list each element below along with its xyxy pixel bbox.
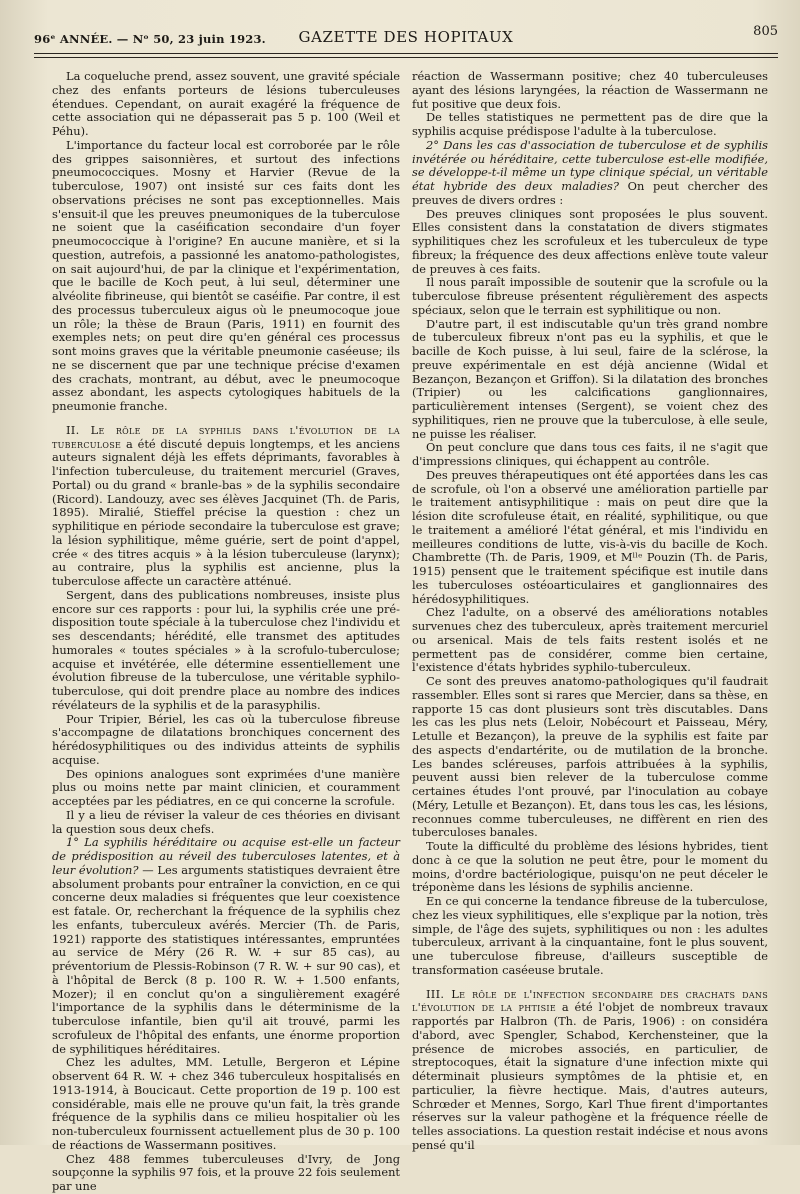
paragraph: Toute la difficulté du problème des lésions hybrides, tient donc à ce que la solution ne peut être, pour le moment du moins, d'ordre bactériologique, puisqu'on ne peut déceler le tréponème dans les lésions de syphilis ancienne. <box>412 839 768 895</box>
subsection-heading: 1° La syphilis héréditaire ou acquise est-elle un facteur de prédisposition au réveil des tuberculoses latentes, et à leur évolution? <box>52 835 400 877</box>
running-header <box>34 22 778 48</box>
paragraph: L'importance du facteur local est corroborée par le rôle des grippes saisonnières, et surtout des infections pneumococciques. Mosny et Harvier (Revue de la tuberculose, 1907) ont insisté sur ces faits dont les observations précises ne sont pas exceptionnelles. Mais s'ensuit-il que les preuves pneumoniques de la tuberculose ne soient que la caséification secondaire d'un foyer pneumococcique à l'origine? En aucune manière, et si la question, autrefois, a passionné les anatomo-pathologistes, on sait aujourd'hui, de par la clinique et l'expérimentation, que le bacille de Koch peut, à lui seul, déterminer une alvéolite fibrineuse, qui bientôt se caséifie. Par contre, il est des processus tuberculeux aigus où le pneumocoque joue un rôle; la thèse de Braun (Paris, 1911) en fournit des exemples nets; on peut dire qu'en général ces processus sont moins graves que la véritable pneumonie caséeuse; ils ne se discernent que par une technique précise d'examen des crachats, montrant, au début, avec le pneumocoque assez abondant, les aspects cytologiques habituels de la pneumonie franche. <box>52 137 400 413</box>
paragraph: réaction de Wassermann positive; chez 40 tuberculeuses ayant des lésions laryngées, la réaction de Wassermann ne fut positive que deux fois. <box>412 69 768 111</box>
subsection-paragraph <box>412 139 768 208</box>
paragraph: Chez les adultes, MM. Letulle, Bergeron et Lépine observent 64 R. W. + chez 346 tuberculeux hospitalisés en 1913-1914, à Boucicaut. Cette proportion de 19 p. 100 est considérable, mais elle ne prouve qu'un fait, la très grande fréquence de la syphilis dans ce milieu hospitalier où les non-tuberculeux fournissent actuellement plus de 30 p. 100 de réactions de Wassermann positives. <box>52 1055 400 1152</box>
issue-info: 96ᵉ ANNÉE. — Nᵒ 50, 23 juin 1923. <box>34 32 266 46</box>
subsection-heading: 2° Dans les cas d'association de tuberculose et de syphilis invétérée ou héréditaire, cette tuberculose est-elle modifiée, se développe-t-il même un type clinique spécial, un véritable état hybride des deux maladies? <box>412 137 768 193</box>
paragraph: Il nous paraît impossible de soutenir que la scrofule ou la tuberculose fibreuse présentent régulièrement des aspects spéciaux, selon que le terrain est syphilitique ou non. <box>412 275 768 317</box>
paragraph: On peut conclure que dans tous ces faits, il ne s'agit que d'impressions cliniques, qui échappent au contrôle. <box>412 440 768 468</box>
paragraph: Des preuves cliniques sont proposées le plus souvent. Elles consistent dans la constatation de divers stigmates syphilitiques chez les scrofuleux et les tuberculeux de type fibreux; la fréquence des deux affections enlève toute valeur de preuves à ces faits. <box>412 206 768 276</box>
page-number: 805 <box>753 24 778 39</box>
subsection-text: On peut chercher des preuves de divers ordres : <box>412 179 768 207</box>
column-left <box>52 69 400 1193</box>
paragraph: De telles statistiques ne permettent pas de dire que la syphilis acquise prédispose l'adulte à la tuberculose. <box>412 110 768 138</box>
paragraph: En ce qui concerne la tendance fibreuse de la tuberculose, chez les vieux syphilitiques, elle s'explique par la notion, très simple, de l'âge des sujets, syphilitiques ou non : les adultes tuberculeux, arrivant à la cinquantaine, font le plus souvent, une tuberculose fibreuse, d'ailleurs susceptible de transformation caséeuse brutale. <box>412 894 768 977</box>
journal-title: GAZETTE DES HOPITAUX <box>298 28 514 46</box>
header-rule-thick <box>34 53 778 54</box>
header-rule-thin <box>34 57 778 58</box>
paragraph: Pour Tripier, Bériel, les cas où la tuberculose fibreuse s'accompagne de dilatations bronchiques concernent des hérédosyphilitiques ou des individus atteints de syphilis acquise. <box>52 711 400 767</box>
section-paragraph <box>412 988 768 1153</box>
paragraph: Des opinions analogues sont exprimées d'une manière plus ou moins nette par maint clinicien, et couramment acceptées par les pédiatres, en ce qui concerne la scrofule. <box>52 766 400 808</box>
paragraph: D'autre part, il est indiscutable qu'un très grand nombre de tuberculeux fibreux n'ont pas eu la syphilis, et que le bacille de Koch puisse, à lui seul, faire de la sclérose, la preuve expérimentale en est déjà ancienne (Widal et Bezançon, Bezançon et Griffon). Si la dilatation des bronches (Tripier) ou les calcifications ganglionnaires, particulièrement intenses (Sergent), se voient chez des syphilitiques, rien ne prouve que la tuberculose, à elle seule, ne puisse les réaliser. <box>412 316 768 441</box>
subsection-text: — Les arguments statistiques devraient être absolument probants pour entraîner la conviction, en ce qui concerne deux maladies si fréquentes que leur coexistence est fatale. Or, recherchant la fréquence de la syphilis chez les enfants, tuberculeux avérés. Mercier (Th. de Paris, 1921) rapporte des statistiques intéressantes, empruntées au service de Méry (26 R. W. + sur 85 cas), au préventorium de Plessis-Robinson (7 R. W. + sur 90 cas), et à l'hôpital de Berck (8 p. 100 R. W. + 1.500 enfants, Mozer); il en conclut qu'on a singulièrement exagéré l'importance de la syphilis dans le déterminisme de la tuberculose infantile, bien qu'il ait trouvé, parmi les scrofuleux de l'hôpital des enfants, une énorme proportion de syphilitiques héréditaires. <box>52 862 400 1056</box>
paragraph: Des preuves thérapeutiques ont été apportées dans les cas de scrofule, où l'on a observé une amélioration partielle par le traitement antisyphilitique : mais on peut dire que la lésion dite scrofuleuse était, en réalité, syphilitique, ou que le traitement a amélioré l'état général, et mis l'individu en meilleures conditions de lutte, vis-à-vis du bacille de Koch. Chambrette (Th. de Paris, 1909, et Mˡˡᵉ Pouzin (Th. de Paris, 1915) pensent que le traitement spécifique est inutile dans les tuberculoses ostéoarticulaires et ganglionnaires des hérédosyphilitiques. <box>412 467 768 606</box>
paragraph: Ce sont des preuves anatomo-pathologiques qu'il faudrait rassembler. Elles sont si rares que Mercier, dans sa thèse, en rapporte 15 cas dont plusieurs sont très discutables. Dans les cas les plus nets (Leloir, Nobécourt et Paisseau, Méry, Letulle et Bezançon), la preuve de la syphilis est faite par des aspects d'endartérite, ou de mutilation de la bronche. Les bandes scléreuses, parfois attribuées à la syphilis, peuvent aussi bien relever de la tuberculose comme certaines études l'ont prouvé, par l'inoculation au cobaye (Méry, Letulle et Bezançon). Et, dans tous les cas, les lésions, reconnues comme tuberculeuses, ne diffèrent en rien des tuberculoses banales. <box>412 674 768 840</box>
paragraph: Chez 488 femmes tuberculeuses d'Ivry, de Jong soupçonne la syphilis 97 fois, et la prouve 22 fois seulement par une <box>52 1151 400 1193</box>
article-body <box>52 69 776 1193</box>
subsection-paragraph <box>52 836 400 1056</box>
paragraph: La coqueluche prend, assez souvent, une gravité spéciale chez des enfants porteurs de lésions tuberculeuses étendues. Cependant, on aurait exagéré la fréquence de cette association qui ne dépasserait pas 5 p. 100 (Weil et Péhu). <box>52 69 400 138</box>
column-right <box>412 69 768 1152</box>
paragraph: Sergent, dans des publications nombreuses, insiste plus encore sur ces rapports : pour lui, la syphilis crée une pré-disposition toute spéciale à la tuberculose chez l'individu et ses descendants; hérédité, elle transmet des aptitudes humorales « toutes spéciales » à la scrofulo-tuberculose; acquise et invétérée, elle détermine essentiellement une évolution fibreuse de la tuberculose, une véritable syphilo-tuberculose, qui doit prendre place au nombre des indices révélateurs de la syphilis et de la parasyphilis. <box>52 587 400 712</box>
section-text: a été l'objet de nombreux travaux rapportés par Halbron (Th. de Paris, 1906) : on considéra d'abord, avec Spengler, Schabod, Kerchensteiner, que la présence de microbes associés, en particulier, de streptocoques, était la signature d'une infection mixte qui déterminait plusieurs symptômes de la phtisie et, en particulier, la fièvre hectique. Mais, d'autres auteurs, Schrœder et Mennes, Sorgo, Karl Thue firent d'importantes réserves sur la valeur pathogène et la fréquence réelle de telles associations. La question restait indécise et nous avons pensé qu'il <box>412 1000 768 1152</box>
paragraph: Chez l'adulte, on a observé des améliorations notables survenues chez des tuberculeux, après traitement mercuriel ou arsenical. Mais de tels faits restent isolés et ne permettent pas de considérer, comme bien certaine, l'existence d'états hybrides syphilo-tuberculeux. <box>412 605 768 675</box>
section-heading: II. Le rôle de la syphilis dans l'évolution de la tuberculose <box>52 422 400 451</box>
section-heading: III. Le rôle de l'infection secondaire des crachats dans l'évolution de la phtisie <box>412 986 768 1015</box>
paragraph: Il y a lieu de réviser la valeur de ces théories en divisant la question sous deux chefs. <box>52 807 400 836</box>
section-paragraph <box>52 424 400 589</box>
section-text: a été discuté depuis longtemps, et les anciens auteurs signalent déjà les effets déprimants, favorables à l'infection tuberculeuse, du traitement mercuriel (Graves, Portal) ou du grand « branle-bas » de la syphilis secondaire (Ricord). Landouzy, avec ses élèves Jacquinet (Th. de Paris, 1895). Miralié, Stieffel précise la question : chez un syphilitique en période secondaire la tuberculose est grave; la lésion syphilitique, même guérie, sert de point d'appel, crée « des titres acquis » à la lésion tuberculeuse (larynx); au contraire, plus la syphilis est ancienne, plus la tuberculose affecte un caractère atténué. <box>52 436 400 588</box>
